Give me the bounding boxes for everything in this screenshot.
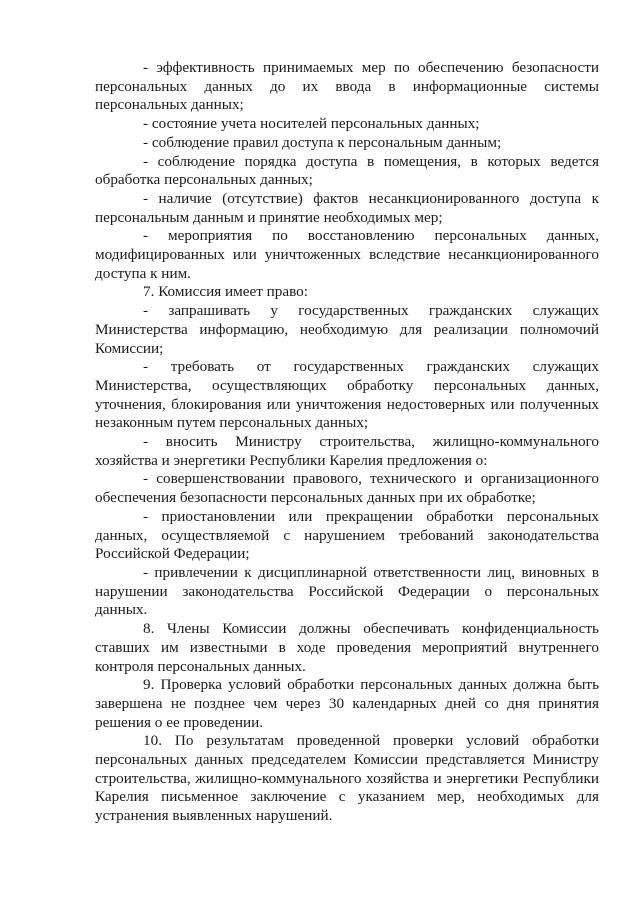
paragraph-section-8: 8. Члены Комиссии должны обеспечивать конфиденциальность ставших им известными в ходе проведения мероприятий внутреннего контроля персональных данных. bbox=[95, 620, 599, 675]
paragraph-premises-access: - соблюдение порядка доступа в помещения, в которых ведется обработка персональных данных; bbox=[95, 152, 599, 189]
paragraph-data-restoration: - мероприятия по восстановлению персональных данных, модифицированных или уничтоженных вследствие несанкционированного доступа к ним. bbox=[95, 227, 599, 282]
paragraph-improvement: - совершенствовании правового, технического и организационного обеспечения безопасности персональных данных при их обработке; bbox=[95, 470, 599, 507]
paragraph-section-7-heading: 7. Комиссия имеет право: bbox=[143, 283, 308, 301]
paragraph-demand-clarification: - требовать от государственных гражданских служащих Министерства, осуществляющих обработку персональных данных, уточнения, блокирования или уничтожения недостоверных или полученных незаконным путем персональных данных; bbox=[95, 358, 599, 432]
paragraph-disciplinary: - привлечении к дисциплинарной ответственности лиц, виновных в нарушении законодательства Российской Федерации о персональных данных. bbox=[95, 563, 599, 619]
paragraph-suspension: - приостановлении или прекращении обработки персональных данных, осуществляемой с нарушением требований законодательства Российской Федерации; bbox=[95, 507, 599, 563]
document-body bbox=[95, 59, 599, 826]
paragraph-section-9: 9. Проверка условий обработки персональных данных должна быть завершена не позднее чем через 30 календарных дней со дня принятия решения о ее проведении. bbox=[95, 676, 599, 731]
paragraph-media-accounting: - состояние учета носителей персональных данных; bbox=[143, 115, 480, 133]
paragraph-submit-proposals: - вносить Министру строительства, жилищно-коммунального хозяйства и энергетики Республики Карелия предложения о: bbox=[95, 433, 599, 469]
paragraph-request-information: - запрашивать у государственных гражданских служащих Министерства информацию, необходимую для реализации полномочий Комиссии; bbox=[95, 302, 599, 357]
paragraph-access-rules: - соблюдение правил доступа к персональным данным; bbox=[143, 133, 502, 151]
paragraph-unauthorized-access-facts: - наличие (отсутствие) фактов несанкционированного доступа к персональным данным и принятие необходимых мер; bbox=[95, 189, 599, 226]
paragraph-measures-effectiveness: - эффективность принимаемых мер по обеспечению безопасности персональных данных до их ввода в информационные системы персональных данных; bbox=[95, 59, 599, 114]
paragraph-section-10: 10. По результатам проведенной проверки условий обработки персональных данных председателем Комиссии представляется Министру строительства, жилищно-коммунального хозяйства и энергетики Республики Карелия письменное заключение с указанием мер, необходимых для устранения выявленных нарушений. bbox=[95, 732, 599, 825]
